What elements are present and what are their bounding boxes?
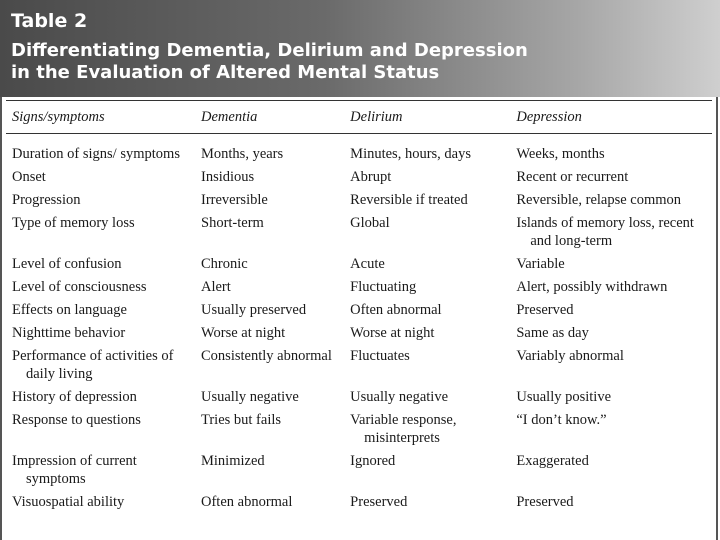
table-row bbox=[6, 299, 712, 322]
cell-text: Usually positive bbox=[516, 389, 612, 405]
cell-text: Nighttime behavior bbox=[12, 325, 126, 341]
table-cell-depression bbox=[510, 491, 712, 514]
cell-text: Reversible, relapse common bbox=[516, 192, 682, 208]
table-cell-delirium bbox=[344, 166, 510, 189]
table-cell-dementia bbox=[195, 345, 344, 386]
table-cell-sign bbox=[6, 345, 195, 386]
table-cell-dementia bbox=[195, 450, 344, 491]
table-row bbox=[6, 212, 712, 253]
cell-text: Same as day bbox=[516, 325, 589, 341]
table-cell-depression bbox=[510, 299, 712, 322]
comparison-table bbox=[6, 100, 712, 514]
table-cell-depression bbox=[510, 212, 712, 253]
table-title bbox=[11, 40, 528, 84]
table-cell-dementia bbox=[195, 134, 344, 167]
table-cell-depression bbox=[510, 134, 712, 167]
table-cell-depression bbox=[510, 386, 712, 409]
table-cell-sign bbox=[6, 450, 195, 491]
cell-text: Worse at night bbox=[201, 325, 286, 341]
table-cell-sign bbox=[6, 409, 195, 450]
table-cell-depression bbox=[510, 345, 712, 386]
cell-text: Performance of activities of daily living bbox=[12, 348, 174, 382]
cell-text: Preserved bbox=[516, 302, 574, 318]
cell-text: Short-term bbox=[201, 215, 264, 231]
table-cell-delirium bbox=[344, 450, 510, 491]
cell-text: Minimized bbox=[201, 453, 265, 469]
table-cell-dementia bbox=[195, 322, 344, 345]
column-header-signs-symptoms: Signs/symptoms bbox=[6, 101, 195, 134]
table-cell-delirium bbox=[344, 491, 510, 514]
table-row bbox=[6, 322, 712, 345]
table-cell-depression bbox=[510, 166, 712, 189]
table-row bbox=[6, 345, 712, 386]
table-cell-delirium bbox=[344, 212, 510, 253]
table-row bbox=[6, 450, 712, 491]
table-cell-delirium bbox=[344, 276, 510, 299]
column-header-dementia: Dementia bbox=[195, 101, 344, 134]
cell-text: Duration of signs/ symptoms bbox=[12, 146, 180, 162]
cell-text: Tries but fails bbox=[201, 412, 282, 428]
cell-text: Reversible if treated bbox=[350, 192, 468, 208]
table-cell-delirium bbox=[344, 322, 510, 345]
table-cell-sign bbox=[6, 299, 195, 322]
cell-text: Irreversible bbox=[201, 192, 268, 208]
table-cell-sign bbox=[6, 212, 195, 253]
cell-text: Level of confusion bbox=[12, 256, 122, 272]
table-title-line-2: in the Evaluation of Altered Mental Status bbox=[11, 62, 440, 83]
table-cell-sign bbox=[6, 276, 195, 299]
table-cell-depression bbox=[510, 253, 712, 276]
table-header-row bbox=[6, 101, 712, 134]
table-cell-depression bbox=[510, 189, 712, 212]
cell-text: Recent or recurrent bbox=[516, 169, 629, 185]
cell-text: Fluctuates bbox=[350, 348, 410, 364]
cell-text: Preserved bbox=[516, 494, 574, 510]
table-row bbox=[6, 491, 712, 514]
cell-text: Progression bbox=[12, 192, 81, 208]
table-cell-delirium bbox=[344, 189, 510, 212]
table-row bbox=[6, 134, 712, 167]
cell-text: Level of consciousness bbox=[12, 279, 147, 295]
cell-text: Exaggerated bbox=[516, 453, 589, 469]
cell-text: Effects on language bbox=[12, 302, 127, 318]
table-cell-sign bbox=[6, 322, 195, 345]
cell-text: Alert bbox=[201, 279, 231, 295]
table-cell-delirium bbox=[344, 409, 510, 450]
cell-text: Usually negative bbox=[350, 389, 449, 405]
cell-text: Response to questions bbox=[12, 412, 141, 428]
table-cell-dementia bbox=[195, 386, 344, 409]
table-row bbox=[6, 386, 712, 409]
cell-text: Variably abnormal bbox=[516, 348, 624, 364]
table-header-banner bbox=[0, 0, 720, 97]
cell-text: Ignored bbox=[350, 453, 396, 469]
table-cell-depression bbox=[510, 322, 712, 345]
table-cell-delirium bbox=[344, 134, 510, 167]
cell-text: Weeks, months bbox=[516, 146, 605, 162]
cell-text: Acute bbox=[350, 256, 385, 272]
table-row bbox=[6, 166, 712, 189]
table-cell-depression bbox=[510, 450, 712, 491]
table-cell-delirium bbox=[344, 253, 510, 276]
cell-text: Insidious bbox=[201, 169, 255, 185]
table-cell-dementia bbox=[195, 253, 344, 276]
cell-text: Worse at night bbox=[350, 325, 435, 341]
cell-text: Type of memory loss bbox=[12, 215, 135, 231]
table-cell-delirium bbox=[344, 386, 510, 409]
table-cell-sign bbox=[6, 491, 195, 514]
cell-text: Alert, possibly withdrawn bbox=[516, 279, 668, 295]
cell-text: Visuospatial ability bbox=[12, 494, 125, 510]
column-header-depression: Depression bbox=[510, 101, 712, 134]
table-row bbox=[6, 189, 712, 212]
cell-text: Usually negative bbox=[201, 389, 299, 405]
cell-text: History of depression bbox=[12, 389, 137, 405]
table-cell-dementia bbox=[195, 409, 344, 450]
table-title-line-1: Differentiating Dementia, Delirium and Depression bbox=[11, 40, 528, 61]
cell-text: Variable bbox=[516, 256, 565, 272]
cell-text: Minutes, hours, days bbox=[350, 146, 472, 162]
cell-text: Chronic bbox=[201, 256, 248, 272]
table-cell-sign bbox=[6, 166, 195, 189]
cell-text: Preserved bbox=[350, 494, 408, 510]
table-cell-depression bbox=[510, 276, 712, 299]
table-row bbox=[6, 253, 712, 276]
table-cell-sign bbox=[6, 134, 195, 167]
cell-text: Global bbox=[350, 215, 390, 231]
table-cell-sign bbox=[6, 189, 195, 212]
table-row bbox=[6, 409, 712, 450]
table-cell-dementia bbox=[195, 212, 344, 253]
cell-text: Islands of memory loss, recent and long-term bbox=[516, 215, 694, 249]
cell-text: Usually preserved bbox=[201, 302, 307, 318]
table-number: Table 2 bbox=[11, 10, 88, 32]
cell-text: Fluctuating bbox=[350, 279, 417, 295]
cell-text: Often abnormal bbox=[350, 302, 442, 318]
cell-text: Often abnormal bbox=[201, 494, 293, 510]
cell-text: “I don’t know.” bbox=[516, 412, 607, 428]
column-header-delirium: Delirium bbox=[344, 101, 510, 134]
table-cell-dementia bbox=[195, 491, 344, 514]
table-cell-sign bbox=[6, 253, 195, 276]
cell-text: Consistently abnormal bbox=[201, 348, 332, 364]
table-cell-dementia bbox=[195, 276, 344, 299]
table-cell-delirium bbox=[344, 299, 510, 322]
table-cell-delirium bbox=[344, 345, 510, 386]
cell-text: Impression of current symptoms bbox=[12, 453, 137, 487]
cell-text: Months, years bbox=[201, 146, 284, 162]
table-cell-sign bbox=[6, 386, 195, 409]
cell-text: Onset bbox=[12, 169, 46, 185]
table-cell-depression bbox=[510, 409, 712, 450]
cell-text: Abrupt bbox=[350, 169, 392, 185]
table-row bbox=[6, 276, 712, 299]
table-cell-dementia bbox=[195, 166, 344, 189]
table-cell-dementia bbox=[195, 299, 344, 322]
table-cell-dementia bbox=[195, 189, 344, 212]
cell-text: Variable response, misinterprets bbox=[350, 412, 457, 446]
